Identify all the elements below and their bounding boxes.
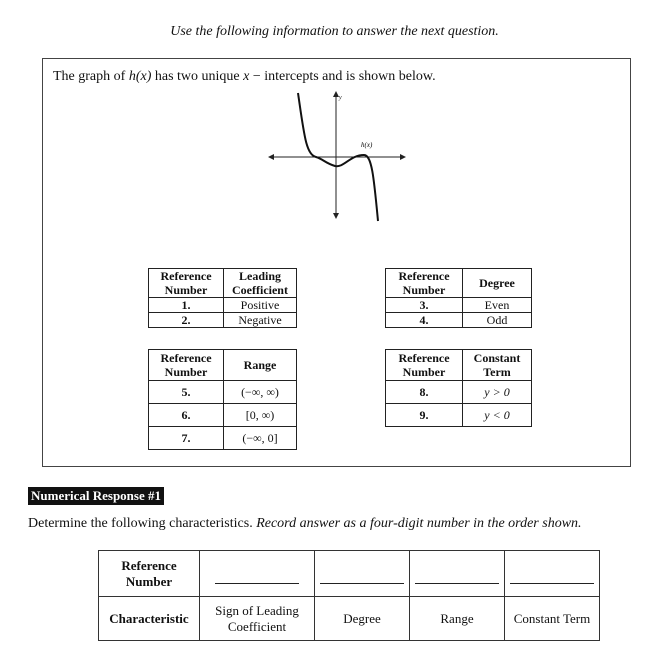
answer-blank-4[interactable]: [505, 551, 600, 597]
x-axis-arrow-left-icon: [268, 154, 274, 160]
table-header: Reference Number: [386, 350, 463, 381]
y-axis-arrow-bottom-icon: [333, 213, 339, 219]
characteristic-cell: Range: [410, 597, 505, 641]
answer-blank-2[interactable]: [315, 551, 410, 597]
characteristic-cell: Degree: [315, 597, 410, 641]
table-cell: y < 0: [463, 404, 532, 427]
question-text-part: has two unique: [151, 69, 244, 84]
answer-table: [98, 550, 600, 641]
table-cell: (−∞, ∞): [224, 381, 297, 404]
table-cell: Odd: [463, 313, 532, 328]
table-header: Range: [224, 350, 297, 381]
table-cell: Positive: [224, 298, 297, 313]
table-cell: y > 0: [463, 381, 532, 404]
function-name: h(x): [128, 69, 152, 84]
question-text-part: The graph of: [53, 69, 129, 84]
reference-number: 9.: [386, 404, 463, 427]
constant-term-table: [385, 349, 532, 427]
reference-number: 6.: [149, 404, 224, 427]
reference-number: 4.: [386, 313, 463, 328]
range-table: [148, 349, 297, 450]
leading-coefficient-table: [148, 268, 297, 328]
table-cell: Even: [463, 298, 532, 313]
numerical-response-heading: Numerical Response #1: [28, 487, 164, 505]
question-text-part: − intercepts and is shown below.: [249, 69, 436, 84]
instruction-plain: Determine the following characteristics.: [28, 516, 257, 531]
curve-label: h(x): [361, 141, 373, 149]
table-header: Reference Number: [149, 269, 224, 298]
table-cell: (−∞, 0]: [224, 427, 297, 450]
reference-number: 8.: [386, 381, 463, 404]
information-box: [42, 58, 631, 467]
instruction-italic: Record answer as a four-digit number in the order shown.: [256, 516, 582, 531]
reference-number: 3.: [386, 298, 463, 313]
degree-table: [385, 268, 532, 328]
reference-number: 5.: [149, 381, 224, 404]
table-header: Constant Term: [463, 350, 532, 381]
y-axis-label: y: [339, 95, 342, 101]
variable-name: x: [243, 69, 250, 84]
characteristic-label: Characteristic: [99, 597, 200, 641]
table-header: Reference Number: [149, 350, 224, 381]
intro-text: Use the following information to answer the next question.: [170, 24, 499, 39]
answer-blank-1[interactable]: [200, 551, 315, 597]
instruction-text: [28, 516, 582, 532]
function-graph: [268, 89, 408, 224]
table-header: Degree: [463, 269, 532, 298]
answer-blank-3[interactable]: [410, 551, 505, 597]
reference-number-label: Reference Number: [99, 551, 200, 597]
reference-number: 2.: [149, 313, 224, 328]
reference-number: 7.: [149, 427, 224, 450]
x-axis-arrow-right-icon: [400, 154, 406, 160]
table-cell: Negative: [224, 313, 297, 328]
characteristic-cell: Constant Term: [505, 597, 600, 641]
table-cell: [0, ∞): [224, 404, 297, 427]
table-header: Reference Number: [386, 269, 463, 298]
reference-number: 1.: [149, 298, 224, 313]
table-header: Leading Coefficient: [224, 269, 297, 298]
question-text: [53, 69, 436, 85]
characteristic-cell: Sign of Leading Coefficient: [200, 597, 315, 641]
